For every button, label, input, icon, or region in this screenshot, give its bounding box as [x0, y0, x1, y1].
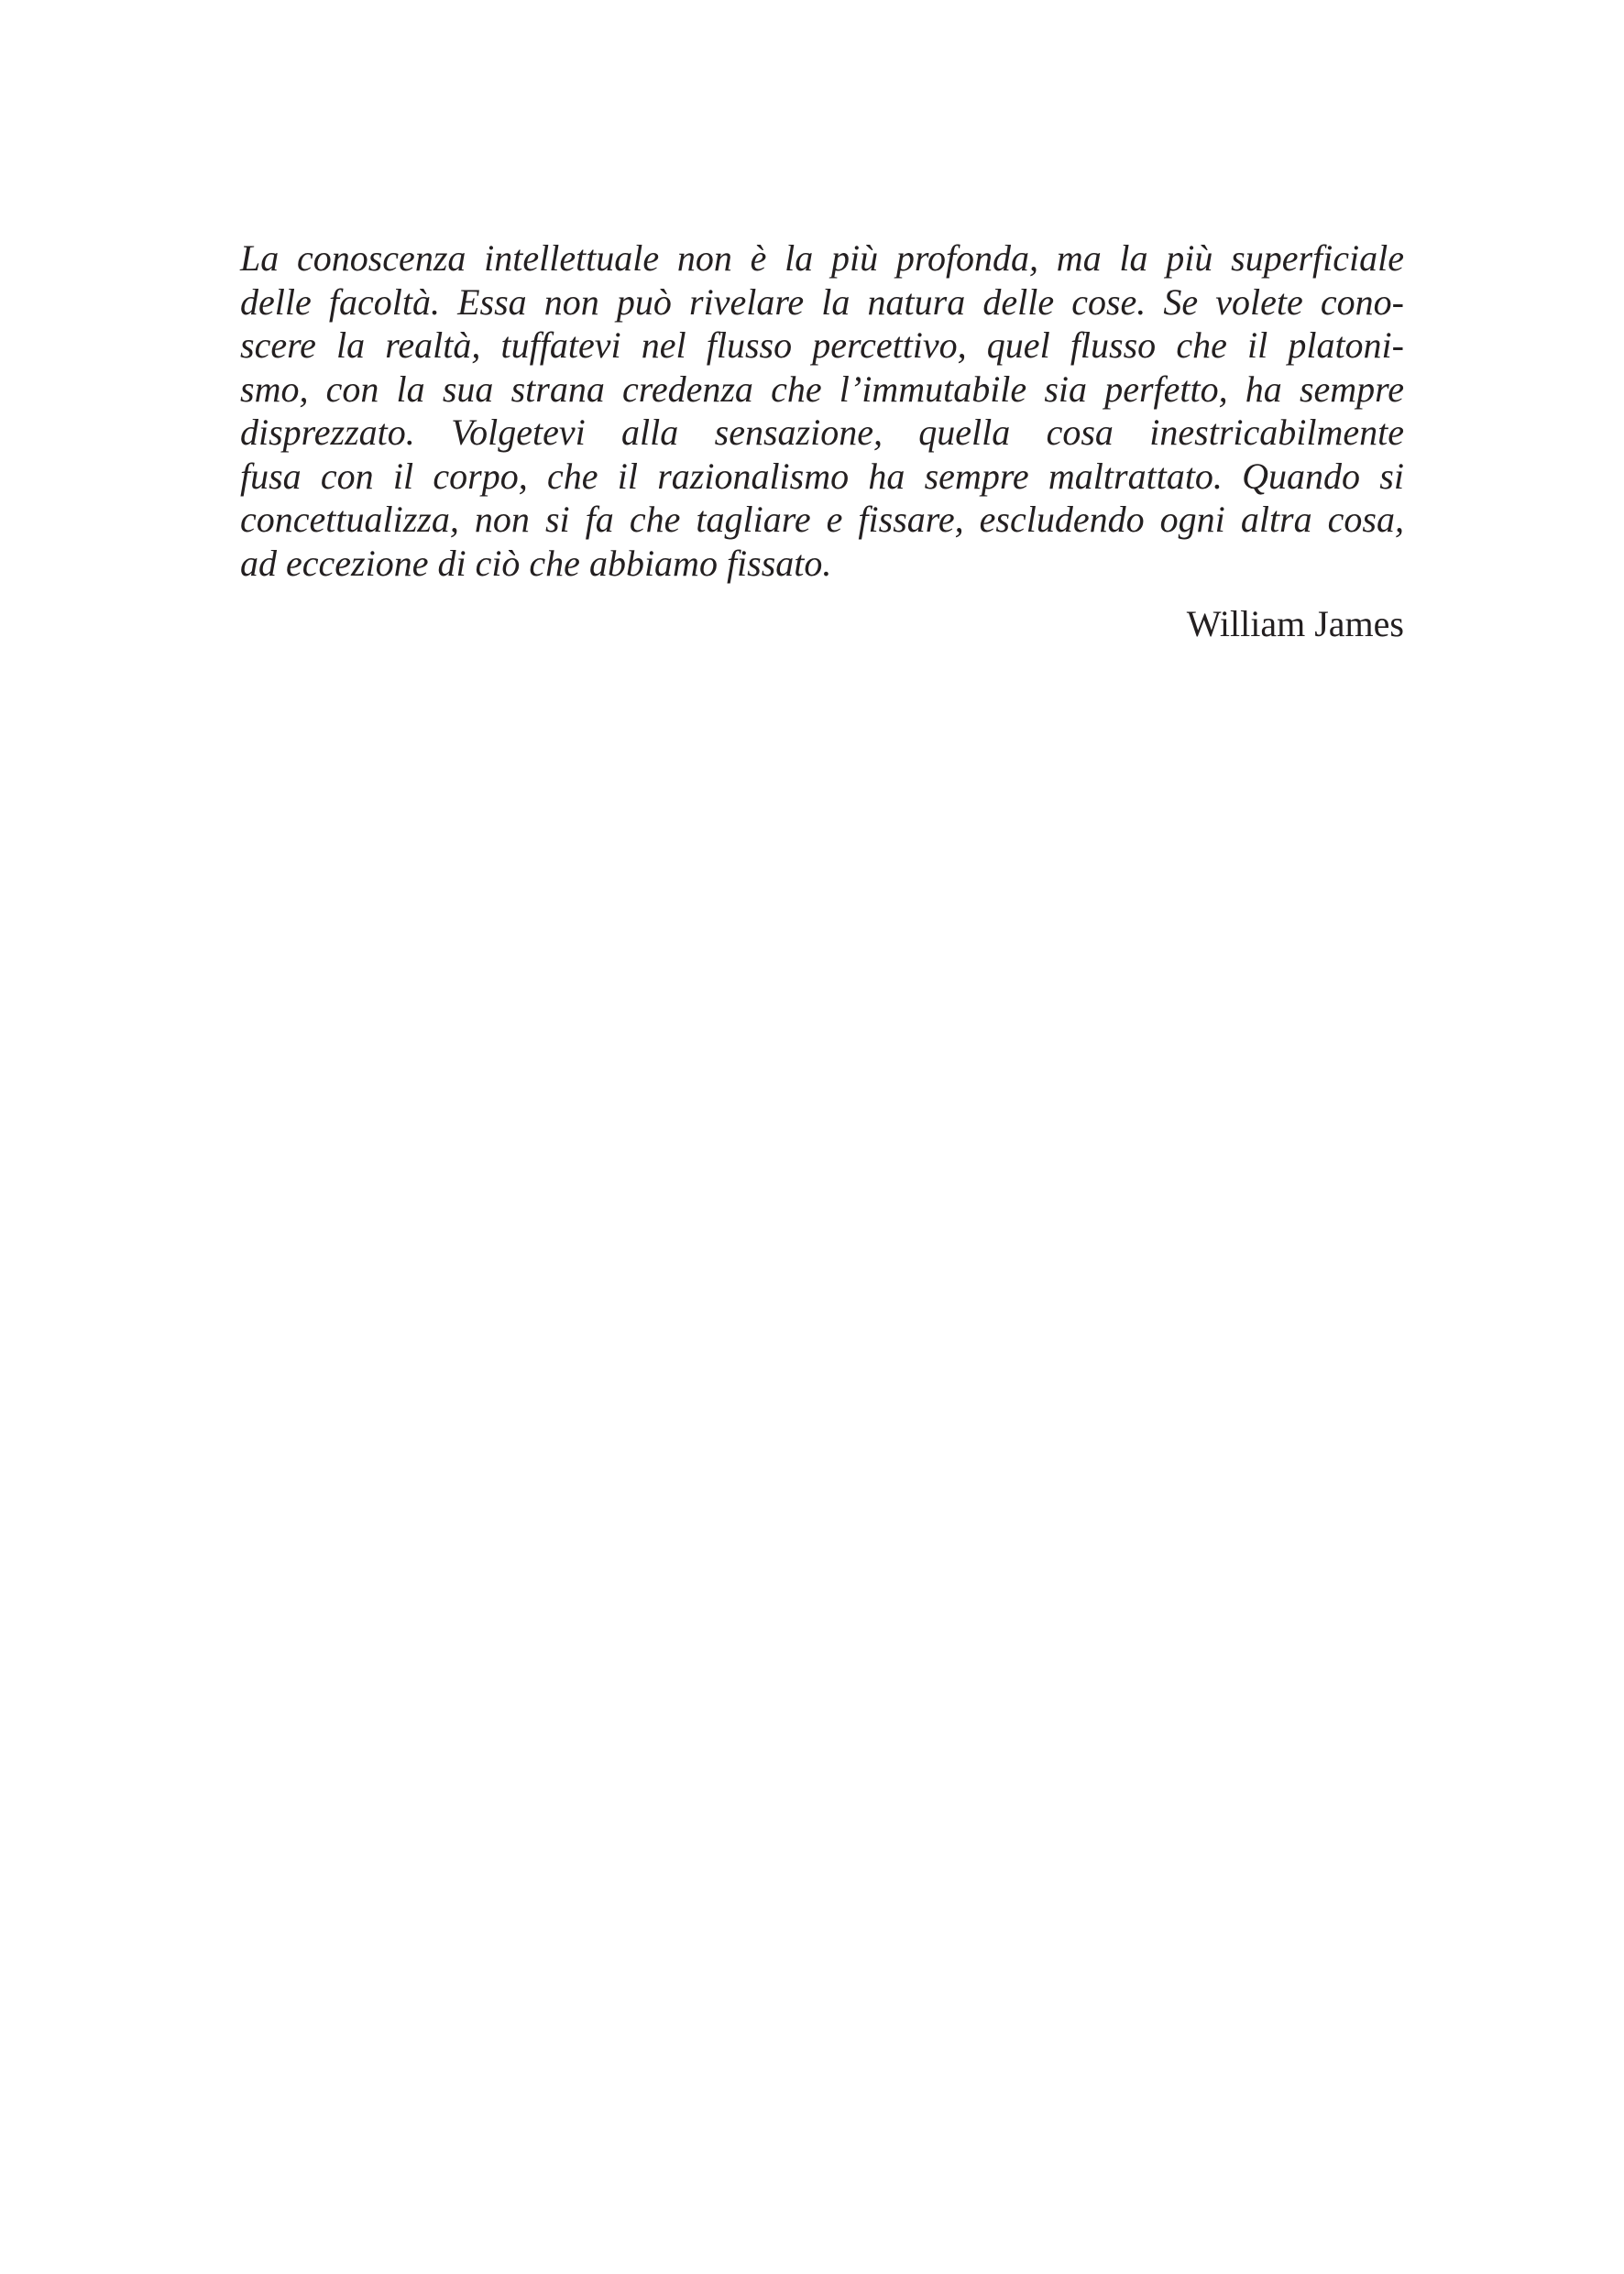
- epigraph-author: William James: [1186, 603, 1404, 644]
- quote-line: ad eccezione di ciò che abbiamo fissato.: [240, 542, 832, 584]
- epigraph: [240, 236, 1404, 646]
- quote-line: scere la realtà, tuffatevi nel flusso percettivo, quel flusso che il platoni-: [240, 324, 1404, 366]
- quote-line: fusa con il corpo, che il razionalismo ha sempre maltrattato. Quando si: [240, 455, 1404, 497]
- epigraph-quote: [240, 236, 1404, 585]
- quote-line: delle facoltà. Essa non può rivelare la natura delle cose. Se volete cono-: [240, 280, 1404, 323]
- quote-line: La conoscenza intellettuale non è la più profonda, ma la più superficiale: [240, 237, 1404, 279]
- quote-line: disprezzato. Volgetevi alla sensazione, quella cosa inestricabilmente: [240, 412, 1404, 453]
- quote-line: smo, con la sua strana credenza che l’immutabile sia perfetto, ha sempre: [240, 368, 1404, 410]
- quote-line: concettualizza, non si fa che tagliare e fissare, escludendo ogni altra cosa,: [240, 499, 1404, 540]
